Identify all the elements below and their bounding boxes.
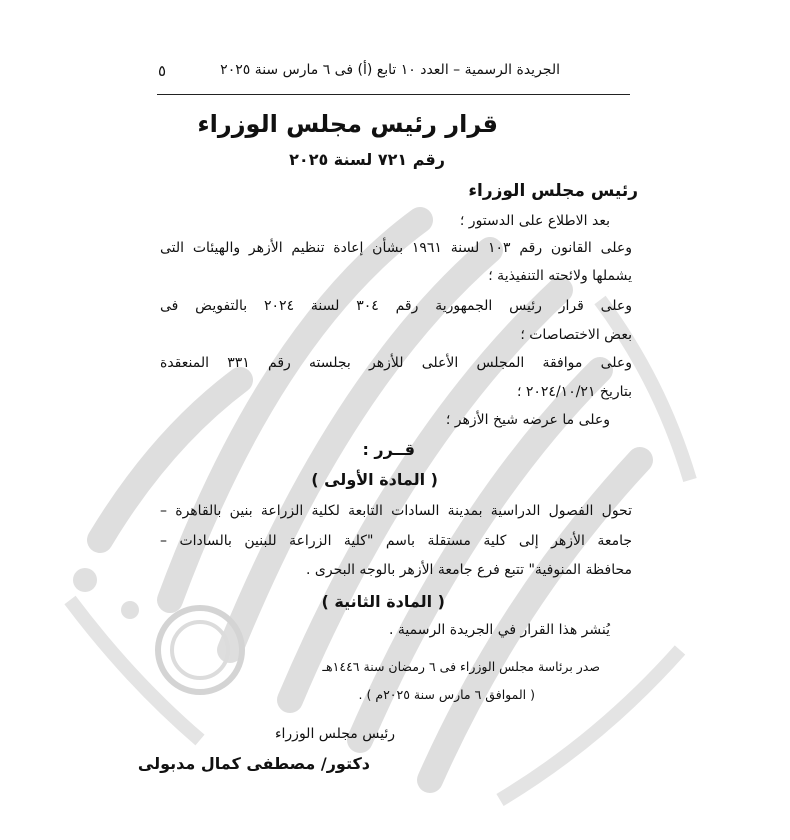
decree-number: رقم ٧٢١ لسنة ٢٠٢٥ <box>289 150 445 169</box>
preamble-sheikh: وعلى ما عرضه شيخ الأزهر ؛ <box>445 412 610 428</box>
decided-label: قــرر : <box>362 440 415 459</box>
preamble-decree-line2: بعض الاختصاصات ؛ <box>520 327 632 343</box>
page-number: ٥ <box>158 62 167 80</box>
signatory-name: دكتور/ مصطفى كمال مدبولى <box>137 754 370 773</box>
header-divider <box>157 94 630 95</box>
preamble-law-line1: وعلى القانون رقم ١٠٣ لسنة ١٩٦١ بشأن إعادة تنظيم الأزهر والهيئات التى <box>160 240 632 256</box>
preamble-constitution: بعد الاطلاع على الدستور ؛ <box>459 213 610 229</box>
issued-hijri-date: صدر برئاسة مجلس الوزراء فى ٦ رمضان سنة ١٤٤٦هـ <box>322 659 600 674</box>
article-1-line1: تحول الفصول الدراسية بمدينة السادات التابعة لكلية الزراعة بنين بالقاهرة – <box>160 503 632 519</box>
preamble-law-line2: يشملها ولائحته التنفيذية ؛ <box>488 268 632 284</box>
gazette-header-line: الجريدة الرسمية – العدد ١٠ تابع (أ) فى ٦ مارس سنة ٢٠٢٥ <box>220 62 560 78</box>
preamble-decree-line1: وعلى قرار رئيس الجمهورية رقم ٣٠٤ لسنة ٢٠٢٤ بالتفويض فى <box>160 298 632 314</box>
issued-gregorian-date: ( الموافق ٦ مارس سنة ٢٠٢٥م ) . <box>358 687 535 702</box>
issuer-heading: رئيس مجلس الوزراء <box>468 181 638 201</box>
article-1-heading: ( المادة الأولى ) <box>311 470 438 489</box>
article-1-line2: جامعة الأزهر إلى كلية مستقلة باسم "كلية الزراعة للبنين بالسادات – <box>160 533 632 549</box>
article-1-line3: محافظة المنوفية" تتبع فرع جامعة الأزهر بالوجه البحرى . <box>305 562 632 578</box>
preamble-council-line1: وعلى موافقة المجلس الأعلى للأزهر بجلسته رقم ٣٣١ المنعقدة <box>160 355 632 371</box>
preamble-council-line2: بتاريخ ٢٠٢٤/١٠/٢١ ؛ <box>516 384 632 400</box>
decree-title: قرار رئيس مجلس الوزراء <box>197 110 498 138</box>
article-2-line1: يُنشر هذا القرار في الجريدة الرسمية . <box>388 622 610 638</box>
article-2-heading: ( المادة الثانية ) <box>321 592 445 611</box>
signatory-title: رئيس مجلس الوزراء <box>274 726 395 742</box>
